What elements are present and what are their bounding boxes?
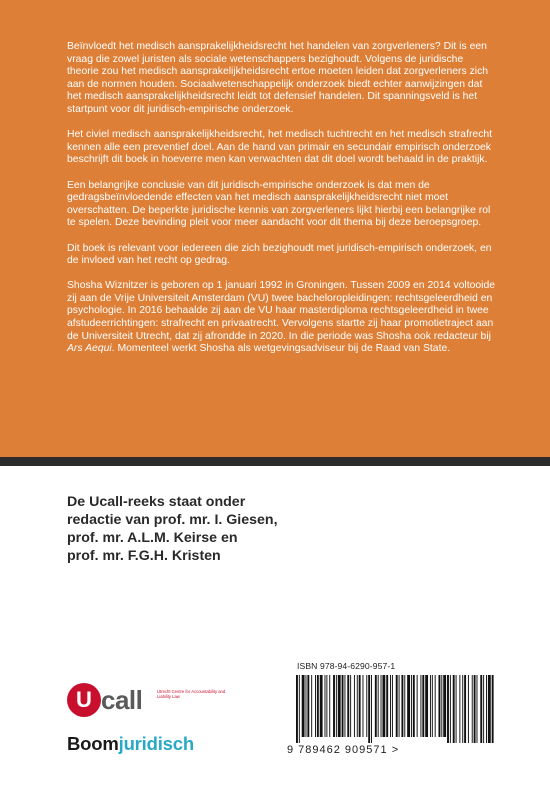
series-note-line: De Ucall-reeks staat onder [67, 494, 246, 510]
isbn-barcode [294, 675, 494, 743]
barcode-bar [359, 675, 361, 737]
barcode-bar [392, 675, 393, 737]
barcode-bar [420, 675, 421, 737]
barcode-bar [317, 675, 319, 737]
series-editors-note [67, 493, 387, 565]
barcode-bar [378, 675, 379, 737]
barcode-bar [432, 675, 433, 737]
barcode-bar [306, 675, 307, 737]
barcode-bar [411, 675, 412, 737]
barcode-bar [342, 675, 344, 737]
barcode-bar [407, 675, 410, 737]
barcode-bar [456, 675, 457, 743]
barcode-bar [344, 675, 345, 737]
blurb-paragraph-1: Beïnvloedt het medisch aansprakelijkheidsrecht het handelen van zorgverleners? Dit is een vraag die zowel juristen als sociale wetenschappers bezighoudt. Volgens de juridische theorie zou het medisch aansprakelijkheidsrecht ertoe moeten leiden dat zorgverleners zich aan de normen houden. Sociaalwetenschappelijk onderzoek biedt echter aanwijzingen dat het medisch aansprakelijkheidsrecht leidt tot defensief handelen. Dit spanningsveld is het startpunt voor dit juridisch-empirische onderzoek. [67, 41, 489, 115]
barcode-bar [468, 675, 469, 743]
barcode-bar [464, 675, 466, 743]
barcode-bar [486, 675, 487, 743]
ucall-logo-subtitle: Utrecht Centre for Accountability and Liability Law [157, 689, 226, 699]
barcode-bar [382, 675, 385, 737]
barcode-bar [439, 675, 441, 737]
cover-divider [0, 457, 550, 466]
barcode-bar [472, 675, 473, 743]
barcode-bar [329, 675, 330, 737]
barcode-bar [368, 675, 370, 743]
blurb-paragraph-2: Het civiel medisch aansprakelijkheidsrecht, het medisch tuchtrecht en het medisch strafrecht kennen alle een preventief doel. Aan de hand van primair en secundair empirisch onderzoek beschrijft dit boek in hoeverre men kan verwachten dat dit doel wordt behaald in de praktijk. [67, 129, 493, 166]
barcode-bar [453, 675, 455, 743]
blurb-paragraph-4: Dit boek is relevant voor iedereen die zich bezighoudt met juridisch-empirisch onderzoek, en de invloed van het recht op gedrag. [67, 242, 492, 267]
barcode-bar [307, 675, 309, 737]
barcode-bar [371, 675, 372, 743]
barcode-bar [381, 675, 382, 737]
barcode-bar [347, 675, 349, 737]
barcode-bar [326, 675, 327, 737]
barcode-bar [325, 675, 326, 737]
barcode-bar [386, 675, 388, 737]
barcode-bar [413, 675, 415, 737]
barcode-bar [480, 675, 482, 743]
publisher-logo-part2: juridisch [118, 733, 194, 754]
blurb-paragraph-3: Een belangrijke conclusie van dit juridisch-empirische onderzoek is dat men de gedragsbeïnvloedende effecten van het medisch aansprakelijkheidsrecht niet moet overschatten. De beperkte juridische kennis van zorgverleners lijkt hierbij een belangrijke rol te spelen. Deze bevinding pleit voor meer aandacht voor dit thema bij deze beroepsgroep. [67, 179, 491, 229]
barcode-bar [462, 675, 463, 743]
barcode-bar [363, 675, 364, 737]
barcode-bar [492, 675, 494, 743]
barcode-bar [399, 675, 400, 737]
barcode-bar [430, 675, 431, 737]
barcode-bar [404, 675, 405, 737]
barcode-bar [299, 675, 300, 743]
barcode-bar [417, 675, 418, 737]
barcode-bar [338, 675, 341, 737]
publisher-logo [67, 733, 194, 755]
author-bio [67, 280, 497, 356]
blurb-text [67, 41, 497, 368]
barcode-bar [435, 675, 436, 737]
barcode-bar [302, 675, 305, 737]
series-note-line: prof. mr. F.G.H. Kristen [67, 548, 221, 564]
barcode-bar [401, 675, 403, 737]
barcode-bar [320, 675, 323, 737]
barcode-bar [311, 675, 312, 737]
author-bio-end: . Momenteel werkt Shosha als wetgevingsadviseur bij de Raad van State. [111, 343, 451, 355]
barcode-bar [477, 675, 478, 743]
barcode-bar [483, 675, 484, 743]
publisher-logo-part1: Boom [67, 733, 119, 754]
barcode-bar [354, 675, 355, 737]
barcode-bar [422, 675, 424, 737]
barcode-bar [315, 675, 316, 737]
barcode-bar [441, 675, 442, 737]
barcode-bar [296, 675, 298, 743]
barcode-bar [375, 675, 377, 737]
barcode-bar [447, 675, 449, 743]
barcode-bar [350, 675, 351, 737]
isbn-barcode-digits: 9 789462 909571 > [287, 744, 400, 756]
ucall-logo [67, 683, 157, 717]
barcode-bar [390, 675, 391, 737]
barcode-bar [333, 675, 335, 737]
journal-title: Ars Aequi [67, 343, 112, 355]
barcode-bar [357, 675, 358, 737]
barcode-bar [366, 675, 367, 737]
barcode-bar [443, 675, 446, 737]
barcode-bar [474, 675, 476, 743]
barcode-bar [450, 675, 451, 743]
ucall-logo-word: call [101, 685, 143, 715]
barcode-bar [396, 675, 398, 737]
author-bio-text: Shosha Wiznitzer is geboren op 1 januari 1992 in Groningen. Tussen 2009 en 2014 voltooide zij aan de Vrije Universiteit Amsterdam (VU) twee bacheloropleidingen: rechtsgeleerdheid en psychologie. In 2016 behaalde zij aan de VU haar masterdiploma rechtsgeleerdheid in twee afstudeerrichtingen: strafrecht en privaatrecht. Vervolgens startte zij haar promotietraject aan de Universiteit Utrecht, dat zij afrondde in 2020. In die periode was Shosha ook redacteur bij [67, 280, 496, 342]
barcode-bar [459, 675, 460, 743]
isbn-label: ISBN 978-94-6290-957-1 [297, 661, 396, 671]
ucall-logo-mark: U [67, 683, 101, 717]
series-note-line: prof. mr. A.L.M. Keirse en [67, 530, 238, 546]
barcode-bar [488, 675, 491, 743]
barcode-bar [336, 675, 337, 737]
barcode-bar [425, 675, 428, 737]
series-note-line: redactie van prof. mr. I. Giesen, [67, 512, 278, 528]
